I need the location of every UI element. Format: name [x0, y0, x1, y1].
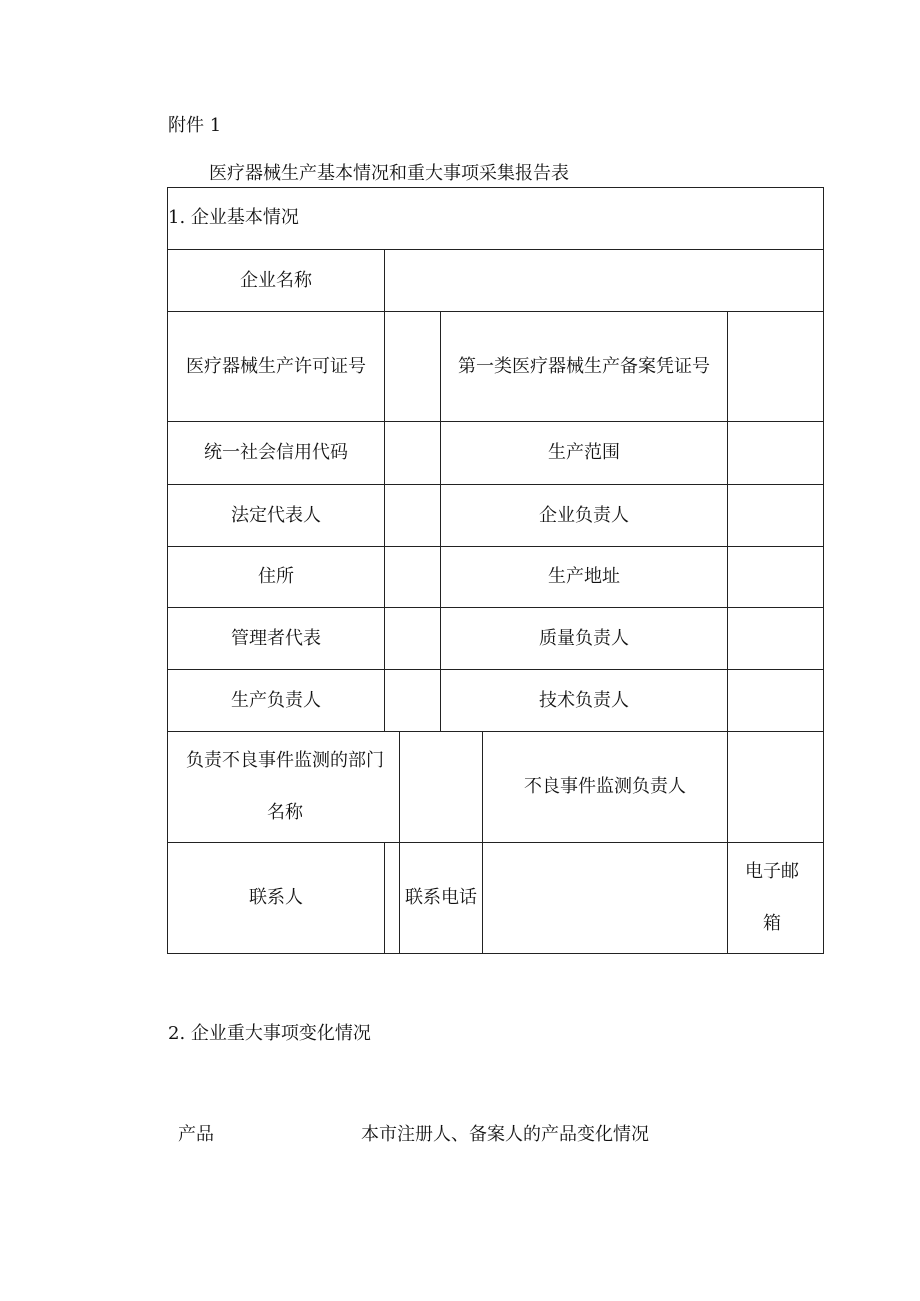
class1-record-no-value[interactable]	[728, 312, 823, 421]
company-head-value[interactable]	[728, 485, 823, 546]
product-label: 产品	[178, 1124, 214, 1145]
contact-label: 联系人	[249, 887, 303, 908]
legal-rep-label: 法定代表人	[231, 504, 321, 526]
credit-code-value[interactable]	[385, 422, 440, 484]
legal-rep-value[interactable]	[385, 485, 440, 546]
form-title: 医疗器械生产基本情况和重大事项采集报告表	[209, 163, 569, 184]
production-head-label: 生产负责人	[231, 689, 321, 711]
section1-heading: 1. 企业基本情况	[168, 207, 299, 228]
management-rep-label: 管理者代表	[231, 627, 321, 649]
adverse-dept-label: 负责不良事件监测的部门名称	[186, 750, 384, 823]
production-head-value[interactable]	[385, 670, 440, 731]
technical-head-value[interactable]	[728, 670, 823, 731]
phone-label: 联系电话	[405, 887, 477, 908]
company-name-label: 企业名称	[240, 269, 312, 291]
class1-record-no-label: 第一类医疗器械生产备案凭证号	[458, 355, 710, 377]
production-scope-label: 生产范围	[548, 442, 620, 463]
adverse-head-value[interactable]	[728, 732, 823, 842]
management-rep-value[interactable]	[385, 608, 440, 669]
contact-value[interactable]	[385, 843, 399, 953]
email-label: 电子邮箱	[745, 861, 799, 934]
adverse-head-label: 不良事件监测负责人	[524, 776, 686, 797]
production-scope-value[interactable]	[728, 422, 823, 484]
section2-heading: 2. 企业重大事项变化情况	[168, 1023, 371, 1044]
company-head-label: 企业负责人	[539, 504, 629, 526]
quality-head-value[interactable]	[728, 608, 823, 669]
residence-value[interactable]	[385, 547, 440, 607]
technical-head-label: 技术负责人	[539, 689, 629, 711]
company-name-value[interactable]	[385, 250, 823, 311]
production-address-value[interactable]	[728, 547, 823, 607]
credit-code-label: 统一社会信用代码	[204, 442, 348, 463]
product-change-label: 本市注册人、备案人的产品变化情况	[361, 1124, 649, 1145]
quality-head-label: 质量负责人	[539, 627, 629, 649]
license-no-value[interactable]	[385, 312, 440, 421]
license-no-label: 医疗器械生产许可证号	[186, 355, 366, 377]
adverse-dept-value[interactable]	[400, 732, 482, 842]
production-address-label: 生产地址	[548, 566, 620, 587]
phone-value[interactable]	[483, 843, 727, 953]
residence-label: 住所	[258, 566, 294, 587]
attachment-label: 附件 1	[168, 115, 222, 136]
